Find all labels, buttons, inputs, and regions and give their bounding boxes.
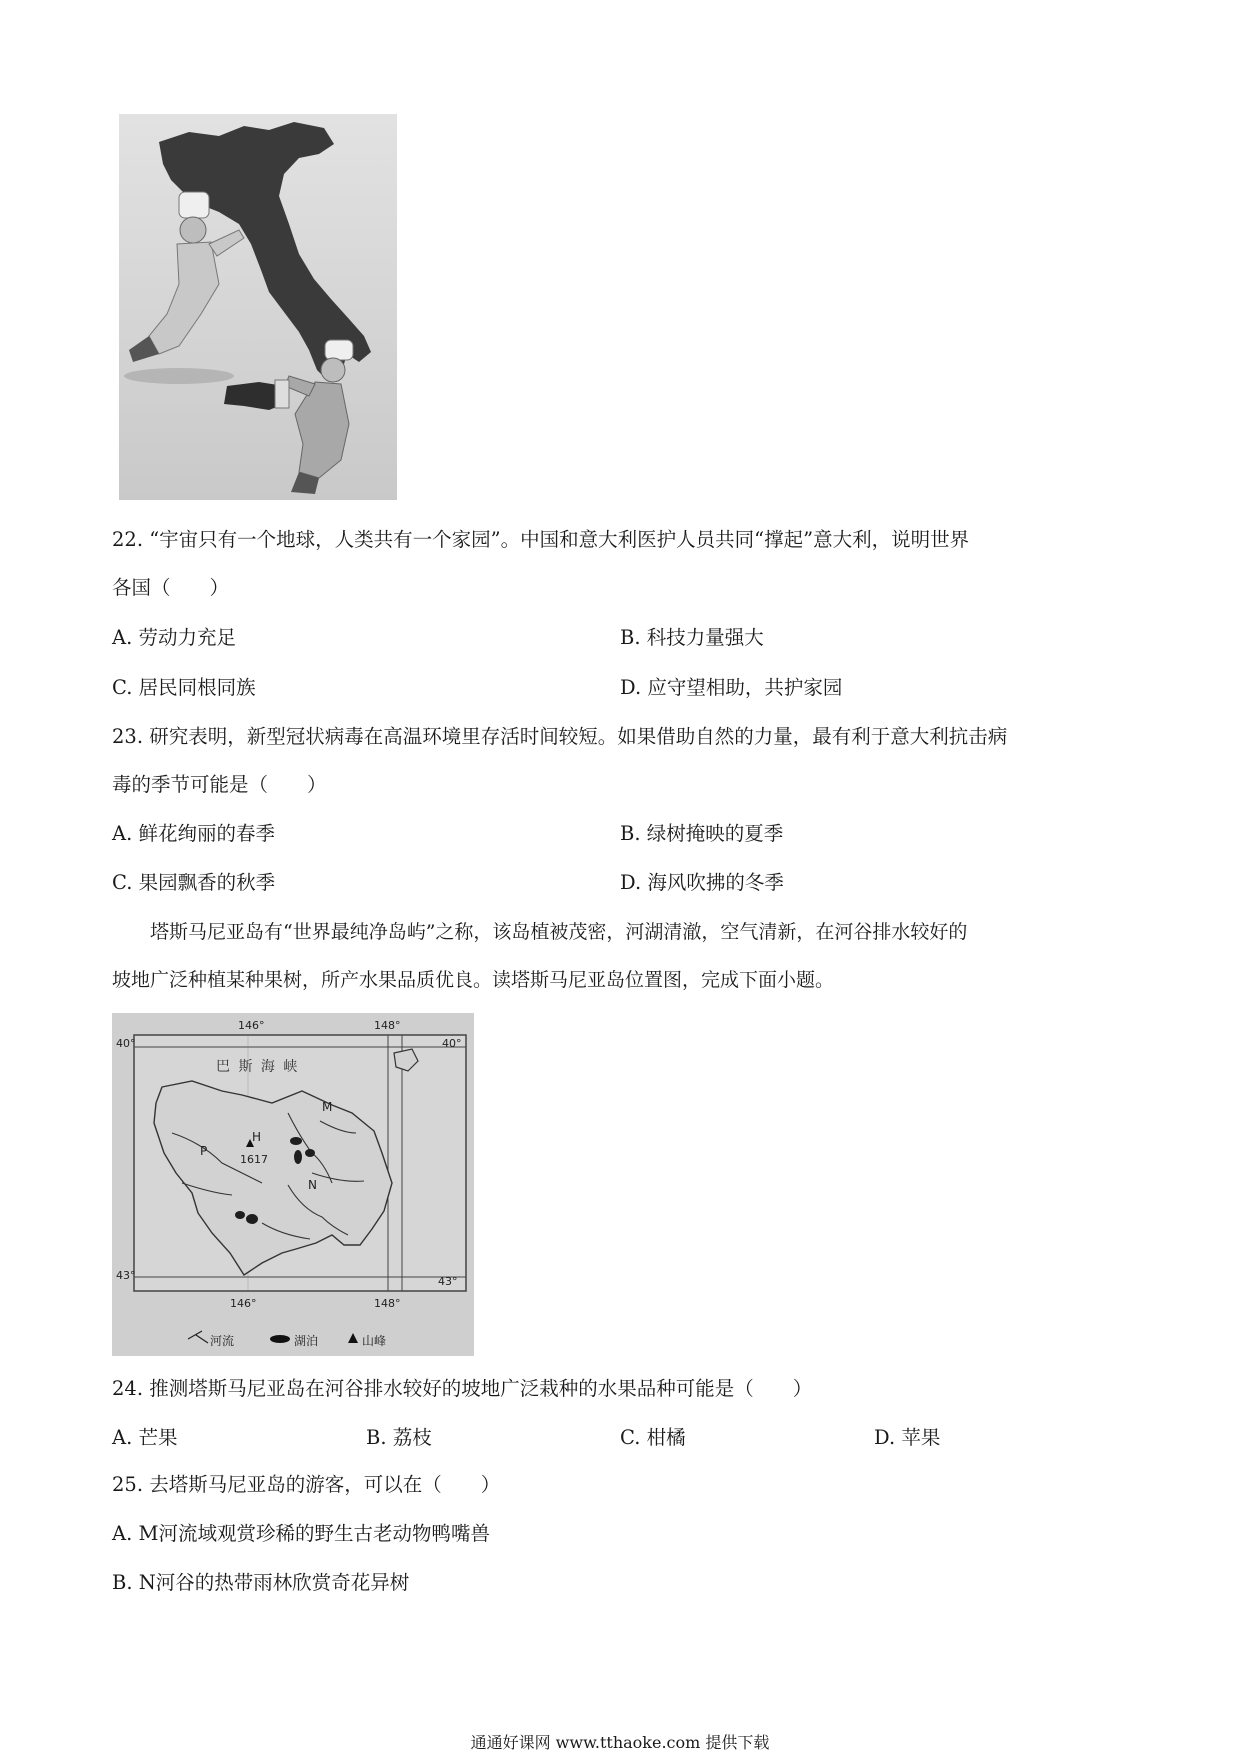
- legend-lake-label: 湖泊: [294, 1334, 319, 1348]
- q25-stem: 25. 去塔斯马尼亚岛的游客，可以在（ ）: [112, 1473, 501, 1496]
- q22-option-b[interactable]: B. 科技力量强大: [620, 626, 764, 649]
- q22-option-c[interactable]: C. 居民同根同族: [112, 676, 256, 699]
- q23-option-b[interactable]: B. 绿树掩映的夏季: [620, 822, 784, 845]
- q24-option-c[interactable]: C. 柑橘: [620, 1426, 686, 1449]
- q22-stem-line1: 22. “宇宙只有一个地球，人类共有一个家园”。中国和意大利医护人员共同“撑起”意大利，说明世界: [112, 528, 970, 551]
- q25-option-a[interactable]: A. M河流域观赏珍稀的野生古老动物鸭嘴兽: [112, 1522, 490, 1545]
- lat-label-bottom-right: 43°: [438, 1275, 458, 1288]
- passage-line1: 塔斯马尼亚岛有“世界最纯净岛屿”之称，该岛植被茂密，河湖清澈，空气清新，在河谷排水较好的: [150, 921, 968, 943]
- q22-option-a[interactable]: A. 劳动力充足: [112, 626, 236, 649]
- q24-option-d[interactable]: D. 苹果: [874, 1426, 941, 1449]
- strait-label: 巴 斯 海 峡: [216, 1059, 300, 1075]
- page-footer: 通通好课网 www.tthaoke.com 提供下载: [470, 1733, 770, 1752]
- q23-option-c[interactable]: C. 果园飘香的秋季: [112, 871, 276, 894]
- label-m: M: [322, 1100, 333, 1114]
- lon-label-bottom-left: 146°: [230, 1297, 257, 1310]
- q22-stem-line2: 各国（ ）: [112, 576, 230, 599]
- q22-option-d[interactable]: D. 应守望相助，共护家园: [620, 676, 843, 699]
- q24-stem: 24. 推测塔斯马尼亚岛在河谷排水较好的坡地广泛栽种的水果品种可能是（ ）: [112, 1377, 813, 1400]
- passage-line2: 坡地广泛种植某种果树，所产水果品质优良。读塔斯马尼亚岛位置图，完成下面小题。: [112, 969, 835, 991]
- q25-option-b[interactable]: B. N河谷的热带雨林欣赏奇花异树: [112, 1571, 410, 1594]
- q23-stem-line2: 毒的季节可能是（ ）: [112, 773, 327, 796]
- lon-label-top-right: 148°: [374, 1019, 401, 1032]
- q24-option-a[interactable]: A. 芒果: [112, 1426, 178, 1449]
- tasmania-location-map: [112, 1013, 474, 1356]
- label-p: P: [200, 1144, 208, 1158]
- lat-label-top-left: 40°: [116, 1037, 136, 1050]
- lat-label-bottom-left: 43°: [116, 1269, 136, 1282]
- label-n: N: [308, 1178, 317, 1192]
- label-h: H: [252, 1130, 262, 1144]
- q23-stem-line1: 23. 研究表明，新型冠状病毒在高温环境里存活时间较短。如果借助自然的力量，最有利于意大利抗击病: [112, 725, 1008, 748]
- lon-label-bottom-right: 148°: [374, 1297, 401, 1310]
- legend-peak-label: 山峰: [362, 1334, 387, 1348]
- lon-label-top-left: 146°: [238, 1019, 265, 1032]
- q24-option-b[interactable]: B. 荔枝: [366, 1426, 432, 1449]
- lat-label-top-right: 40°: [442, 1037, 462, 1050]
- q23-option-a[interactable]: A. 鲜花绚丽的春季: [112, 822, 275, 845]
- legend-river-label: 河流: [210, 1334, 235, 1348]
- peak-elevation: 1617: [240, 1153, 268, 1166]
- q23-option-d[interactable]: D. 海风吹拂的冬季: [620, 871, 784, 894]
- italy-illustration: [119, 114, 397, 500]
